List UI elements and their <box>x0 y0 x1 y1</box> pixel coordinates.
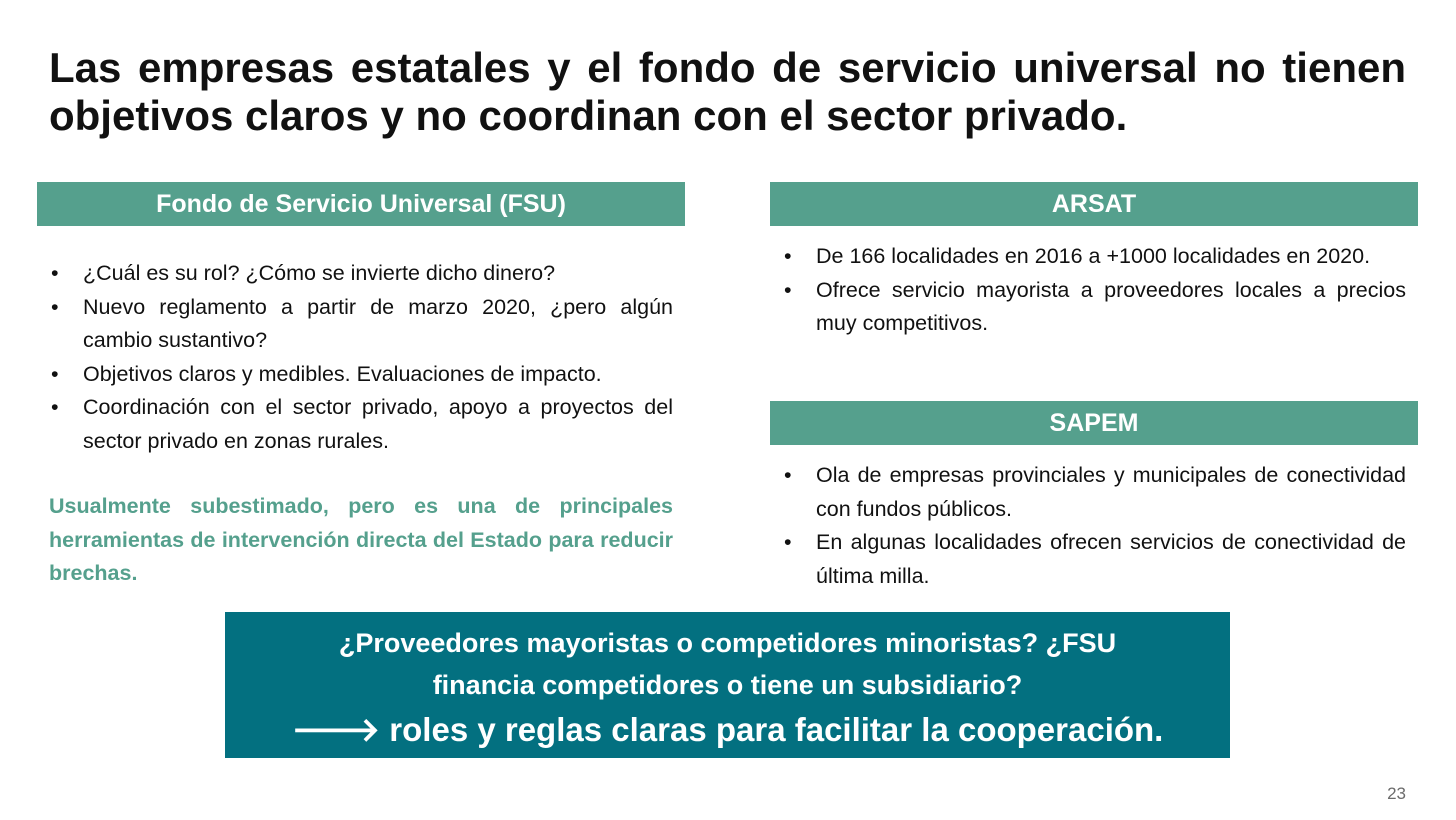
fsu-bullet: • Coordinación con el sector privado, apoyo a proyectos del sector privado en zonas rurales. <box>51 395 673 453</box>
sapem-bullet: • En algunas localidades ofrecen servicios de conectividad de última milla. <box>784 530 1406 588</box>
arsat-header-label: ARSAT <box>1051 189 1137 218</box>
sapem-bullet-list <box>782 459 1406 593</box>
callout-conclusion-text: roles y reglas claras para facilitar la cooperación. <box>389 711 1164 748</box>
arsat-bullet-list <box>782 240 1406 341</box>
callout-question-line-2: financia competidores o tiene un subsidiario? <box>432 670 1023 700</box>
conclusion-callout <box>225 612 1230 758</box>
arrow-right-icon: 🡒 <box>291 711 381 748</box>
fsu-bullet-list <box>49 257 673 458</box>
sapem-header-label: SAPEM <box>1049 408 1139 437</box>
slide-title: Las empresas estatales y el fondo de servicio universal no tienen objetivos claros y no coordinan con el sector privado. <box>49 44 1406 139</box>
fsu-highlight-note: Usualmente subestimado, pero es una de principales herramientas de intervención directa del Estado para reducir brechas. <box>49 494 673 585</box>
sapem-header <box>770 401 1418 445</box>
callout-question-line-1: ¿Proveedores mayoristas o competidores minoristas? ¿FSU <box>338 628 1117 658</box>
fsu-header <box>37 182 685 226</box>
fsu-bullet: • Nuevo reglamento a partir de marzo 2020, ¿pero algún cambio sustantivo? <box>51 294 673 352</box>
arsat-header <box>770 182 1418 226</box>
fsu-bullet: • Objetivos claros y medibles. Evaluaciones de impacto. <box>51 361 602 386</box>
arsat-bullet: • De 166 localidades en 2016 a +1000 localidades en 2020. <box>784 244 1371 268</box>
fsu-bullet: • ¿Cuál es su rol? ¿Cómo se invierte dicho dinero? <box>51 261 556 285</box>
sapem-bullet: • Ola de empresas provinciales y municipales de conectividad con fundos públicos. <box>784 463 1406 521</box>
callout-conclusion <box>225 707 1230 753</box>
arsat-bullet: • Ofrece servicio mayorista a proveedores locales a precios muy competitivos. <box>784 277 1406 335</box>
fsu-header-label: Fondo de Servicio Universal (FSU) <box>156 189 566 218</box>
page-number: 23 <box>1387 784 1406 803</box>
